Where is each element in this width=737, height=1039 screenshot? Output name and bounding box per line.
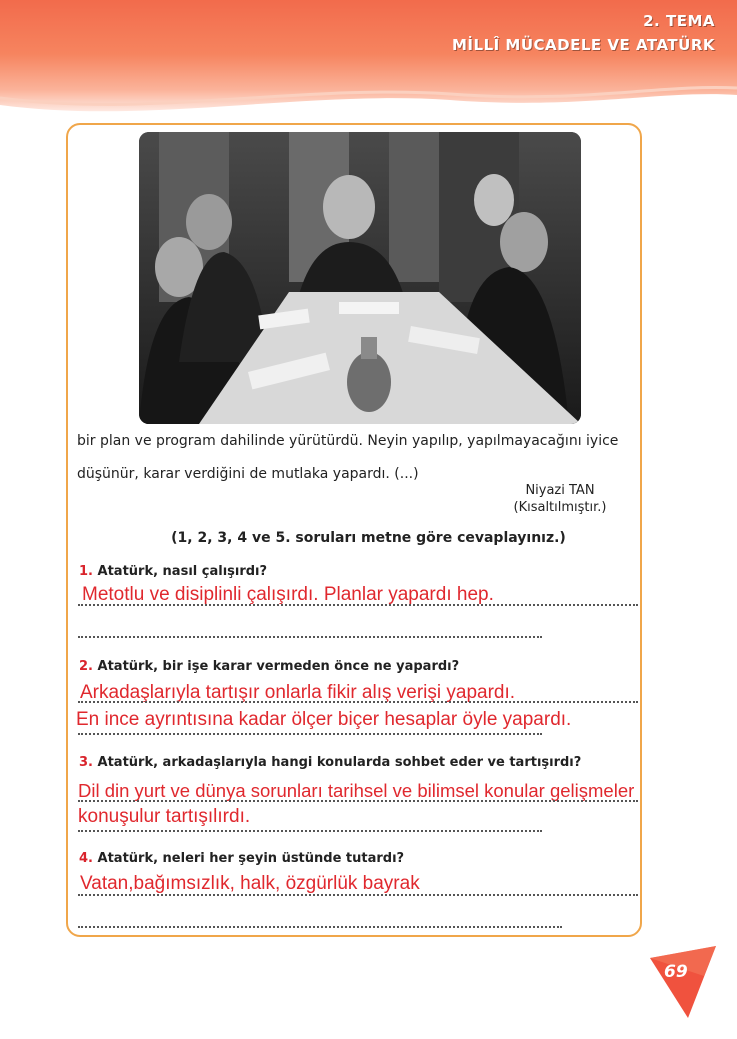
answer-3-line-2[interactable]: konuşulur tartışılırdı. — [78, 806, 251, 827]
answer-line — [78, 604, 638, 606]
header-wave — [0, 70, 737, 130]
answer-line — [78, 926, 562, 928]
question-number: 2. — [79, 659, 93, 674]
page-number: 69 — [664, 962, 688, 982]
author-block — [500, 482, 620, 516]
abridged-note: (Kısaltılmıştır.) — [513, 500, 607, 515]
question-number: 3. — [79, 755, 93, 770]
question-2 — [79, 659, 459, 674]
page-number-tab — [644, 946, 718, 1018]
question-3 — [79, 755, 581, 770]
question-text: Atatürk, neleri her şeyin üstünde tutardı? — [97, 851, 405, 866]
theme-number: 2. TEMA — [643, 12, 715, 30]
answer-4-line-1[interactable]: Vatan,bağımsızlık, halk, özgürlük bayrak — [80, 873, 420, 894]
answer-line — [78, 830, 542, 832]
answer-line — [78, 800, 638, 802]
answer-2-line-2[interactable]: En ince ayrıntısına kadar ölçer biçer hesaplar öyle yapardı. — [76, 709, 572, 730]
answer-line — [78, 701, 638, 703]
answer-line — [78, 636, 542, 638]
theme-title: MİLLÎ MÜCADELE VE ATATÜRK — [452, 36, 715, 54]
historical-photo — [139, 132, 581, 424]
answer-line — [78, 894, 638, 896]
question-1 — [79, 564, 267, 579]
passage-line-1: bir plan ve program dahilinde yürütürdü. Neyin yapılıp, yapılmayacağını iyice — [77, 433, 619, 449]
passage-line-2: düşünür, karar verdiğini de mutlaka yapardı. (...) — [77, 466, 419, 482]
answer-1-line-1[interactable]: Metotlu ve disiplinli çalışırdı. Planlar yapardı hep. — [82, 584, 494, 605]
question-number: 1. — [79, 564, 93, 579]
instruction-text: (1, 2, 3, 4 ve 5. soruları metne göre cevaplayınız.) — [171, 530, 566, 546]
answer-2-line-1[interactable]: Arkadaşlarıyla tartışır onlarla fikir alış verişi yapardı. — [80, 682, 516, 703]
question-text: Atatürk, arkadaşlarıyla hangi konularda sohbet eder ve tartışırdı? — [97, 755, 582, 770]
question-number: 4. — [79, 851, 93, 866]
answer-line — [78, 733, 542, 735]
meeting-photo-icon — [139, 132, 581, 424]
question-4 — [79, 851, 404, 866]
question-text: Atatürk, nasıl çalışırdı? — [97, 564, 268, 579]
author-name: Niyazi TAN — [525, 483, 595, 498]
answer-3-line-1[interactable]: Dil din yurt ve dünya sorunları tarihsel ve bilimsel konular gelişmeler — [78, 780, 635, 801]
question-text: Atatürk, bir işe karar vermeden önce ne yapardı? — [97, 659, 460, 674]
